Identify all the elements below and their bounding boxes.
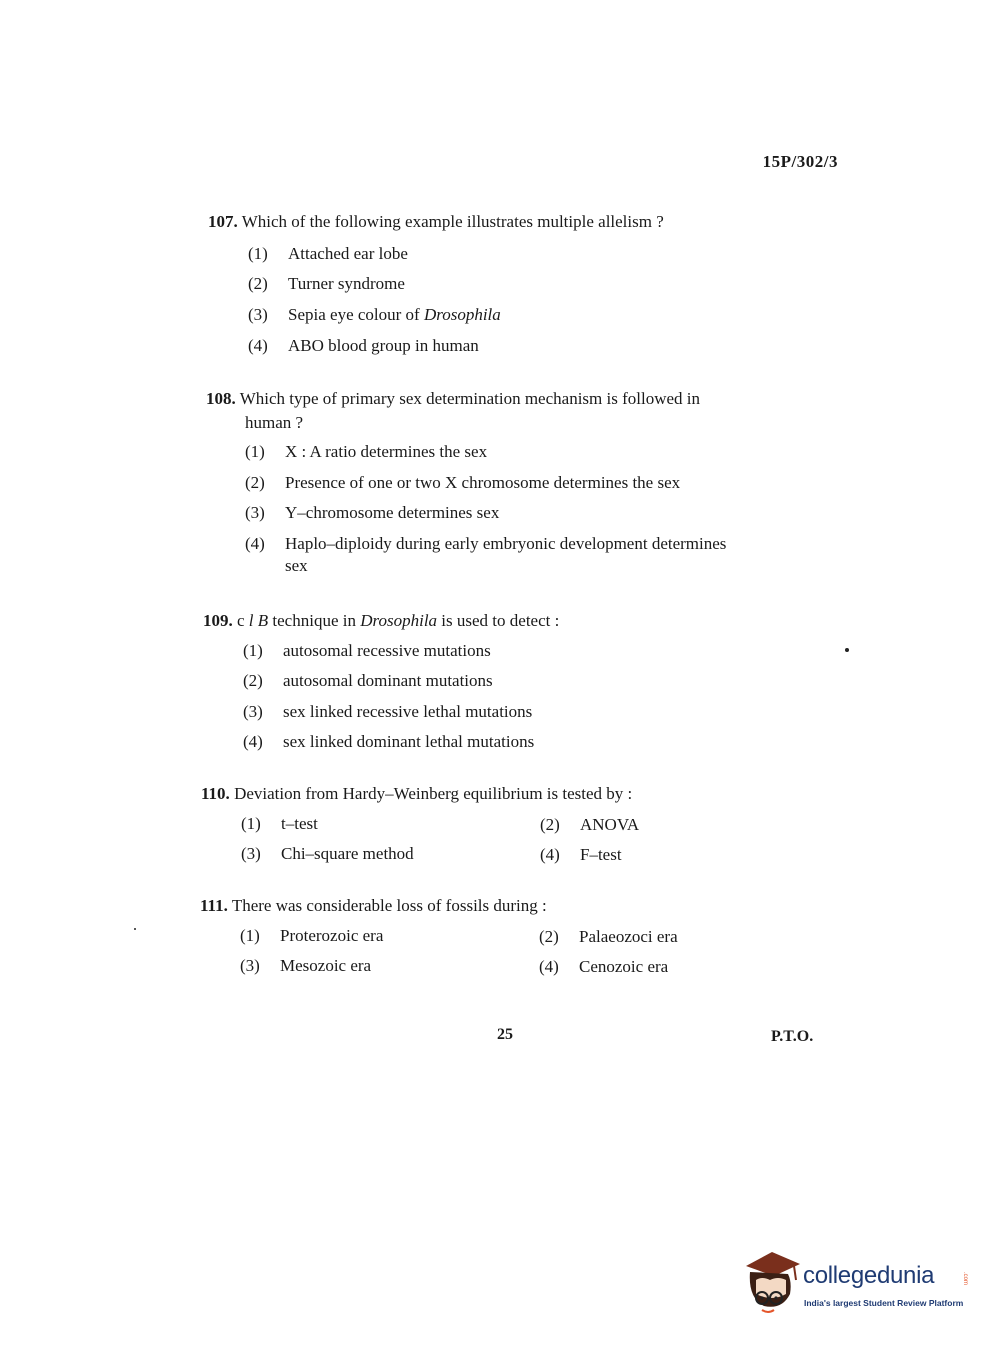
question-number: 108. xyxy=(206,389,236,408)
option: (2) ANOVA xyxy=(540,815,640,834)
question-number: 109. xyxy=(203,611,233,630)
paper-code: 15P/302/3 xyxy=(762,152,838,171)
option: (4) F–test xyxy=(540,845,622,864)
option: (3) Mesozoic era xyxy=(240,956,372,975)
option: (1) Attached ear lobe xyxy=(248,244,408,263)
scan-speck xyxy=(845,648,849,652)
pto-label: P.T.O. xyxy=(771,1028,814,1045)
option: (2) Turner syndrome xyxy=(248,274,405,293)
brand-suffix: .com xyxy=(962,1272,968,1286)
option: (2) Presence of one or two X chromosome determines the sex xyxy=(245,473,681,492)
option: (1) t–test xyxy=(241,814,318,833)
scan-speck xyxy=(134,928,136,930)
option: (2) Palaeozoci era xyxy=(539,927,678,946)
option: (1) Proterozoic era xyxy=(240,926,384,945)
question-110 xyxy=(201,782,632,806)
question-number: 107. xyxy=(208,212,238,231)
option: (3) sex linked recessive lethal mutations xyxy=(243,702,533,721)
collegedunia-watermark xyxy=(742,1250,972,1316)
brand-tagline: India's largest Student Review Platform xyxy=(804,1298,964,1308)
option: (4) Haplo–diploidy during early embryonic development determines sex xyxy=(245,534,727,575)
option: (2) autosomal dominant mutations xyxy=(243,671,493,690)
question-107 xyxy=(208,210,664,234)
question-number: 110. xyxy=(201,784,230,803)
brand-name: collegedunia xyxy=(803,1262,935,1289)
option: (4) Cenozoic era xyxy=(539,957,669,976)
question-text: Which of the following example illustrates multiple allelism ? xyxy=(241,212,664,231)
question-text: Deviation from Hardy–Weinberg equilibrium is tested by : xyxy=(234,784,633,803)
question-111 xyxy=(200,894,547,918)
option: (3) Chi–square method xyxy=(241,844,414,863)
question-text: There was considerable loss of fossils during : xyxy=(231,896,547,915)
question-text-continued: human ? xyxy=(245,413,304,432)
question-108 xyxy=(206,387,836,435)
question-109: 109. c l B technique in Drosophila is used to detect : xyxy=(203,611,560,630)
question-text: Which type of primary sex determination mechanism is followed in xyxy=(239,389,700,408)
page-number: 25 xyxy=(497,1026,513,1043)
option: (1) X : A ratio determines the sex xyxy=(245,442,488,461)
mascot-icon xyxy=(742,1250,802,1316)
option: (4) sex linked dominant lethal mutations xyxy=(243,732,535,751)
option: (3) Y–chromosome determines sex xyxy=(245,503,500,522)
option: (1) autosomal recessive mutations xyxy=(243,641,491,660)
question-number: 111. xyxy=(200,896,228,915)
option: (3) Sepia eye colour of Drosophila xyxy=(248,305,501,324)
option: (4) ABO blood group in human xyxy=(248,336,479,355)
